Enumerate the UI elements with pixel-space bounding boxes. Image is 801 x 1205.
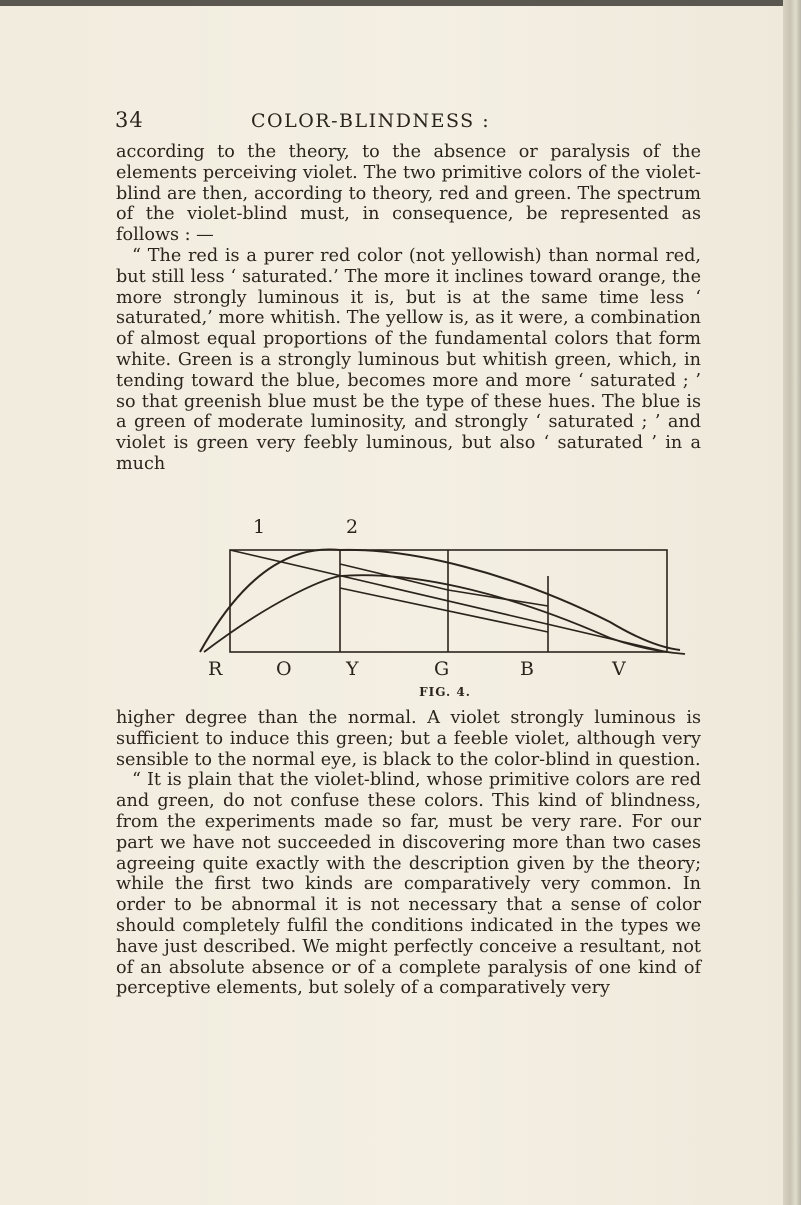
paragraph: according to the theory, to the absence or paralysis of the elements perceiving violet. The two primitive colors of the violet-blind are then, according to theory, red and green. The spectrum of the violet-blind must, in consequence, be represented as follows : — [116,142,701,246]
page-number: 34 [115,108,144,132]
running-head: COLOR-BLINDNESS : [251,110,491,132]
spectrum-label-y: Y [346,658,359,680]
paragraph: higher degree than the normal. A violet strongly luminous is sufficient to induce this green; but a feeble violet, although very sensible to the normal eye, is black to the color-blind in question. [116,708,701,770]
spectrum-label-o: O [276,658,292,680]
paragraph: “ The red is a purer red color (not yellowish) than normal red, but still less ‘ saturated.’ The more it inclines toward orange, the more strongly luminous it is, but is at the same time less ‘ saturated,’ more whitish. The yellow is, as it were, a combination of almost equal proportions of the fundamental colors that form white. Green is a strongly luminous but whitish green, which, in tending toward the blue, becomes more and more ‘ saturated ; ’ so that greenish blue must be the type of these hues. The blue is a green of moderate luminosity, and strongly ‘ saturated ; ’ and violet is green very feebly luminous, but also ‘ saturated ’ in a much [116,245,701,474]
spectrum-curve-diagram [190,502,700,682]
spectrum-label-g: G [434,658,450,680]
page-spine-edge [783,0,801,1205]
spectrum-label-r: R [208,658,223,680]
spectrum-label-b: B [520,658,534,680]
spectrum-label-v: V [612,658,626,680]
diagonal-line [340,588,548,632]
curve-label-2: 2 [346,516,359,538]
curve-label-1: 1 [253,516,266,538]
page-top-edge [0,0,801,6]
figure-4 [190,502,700,702]
text-block-top [116,142,701,475]
page-header [115,108,715,134]
paragraph: “ It is plain that the violet-blind, whose primitive colors are red and green, do not confuse these colors. This kind of blindness, from the experiments made so far, must be very rare. For our part we have not succeeded in discovering more than two cases agreeing quite exactly with the description given by the theory; while the first two kinds are comparatively very common. In order to be abnormal it is not necessary that a sense of color should completely fulfil the conditions indicated in the types we have just described. We might perfectly conceive a resultant, not of an absolute absence or of a complete paralysis of one kind of perceptive elements, but solely of a comparatively very [116,770,701,999]
curve-2 [204,575,685,654]
figure-caption: FIG. 4. [419,685,471,699]
text-block-bottom [116,708,701,999]
